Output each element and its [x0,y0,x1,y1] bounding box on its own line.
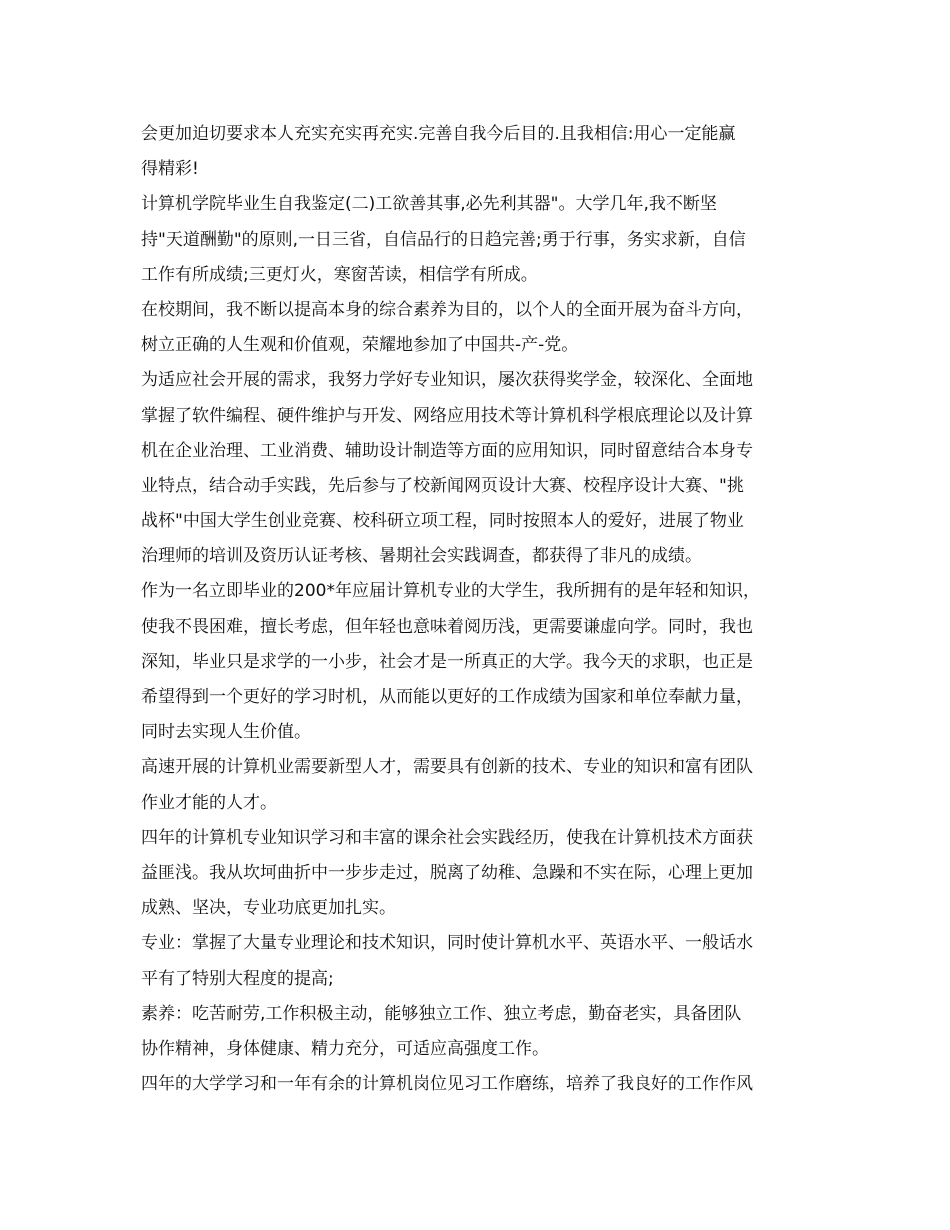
text-line: 会更加迫切要求本人充实充实再充实.完善自我今后目的.且我相信:用心一定能赢 [141,124,736,144]
document-body [141,117,831,1102]
text-line: 工作有所成绩;三更灯火，寒窗苦读，相信学有所成。 [141,264,538,285]
text-line: 希望得到一个更好的学习时机，从而能以更好的工作成绩为国家和单位奉献力量， [141,687,753,707]
text-line: 作业才能的人才。 [141,792,277,813]
text-line: 益匪浅。我从坎坷曲折中一步步走过，脱离了幼稚、急躁和不实在际，心理上更加 [141,862,753,883]
text-line: 为适应社会开展的需求，我努力学好专业知识，屡次获得奖学金，较深化、全面地 [141,370,753,391]
text-line: 同时去实现人生价值。 [141,722,311,743]
text-line: 作为一名立即毕业的200*年应届计算机专业的大学生，我所拥有的是年轻和知识， [141,581,760,602]
text-line: 业特点，结合动手实践，先后参与了校新闻网页设计大赛、校程序设计大赛、"挑 [141,475,744,496]
text-line: 平有了特别大程度的提高; [141,968,334,989]
text-line: 协作精神，身体健康、精力充分，可适应高强度工作。 [141,1038,549,1059]
text-line: 高速开展的计算机业需要新型人才，需要具有创新的技术、专业的知识和富有团队 [141,757,753,778]
text-line: 机在企业治理、工业消费、辅助设计制造等方面的应用知识，同时留意结合本身专 [141,440,753,461]
text-line: 素养：吃苦耐劳,工作积极主动，能够独立工作、独立考虑，勤奋老实，具备团队 [141,1003,742,1024]
text-line: 得精彩! [141,159,199,180]
text-line: 专业：掌握了大量专业理论和技术知识，同时使计算机水平、英语水平、一般话水 [141,933,753,954]
text-line: 掌握了软件编程、硬件维护与开发、网络应用技术等计算机科学根底理论以及计算 [141,405,753,426]
text-line: 树立正确的人生观和价值观，荣耀地参加了中国共-产-党。 [141,335,579,356]
text-line: 成熟、坚决，专业功底更加扎实。 [141,898,396,919]
text-line: 持"天道酬勤"的原则,一日三省，自信品行的日趋完善;勇于行事，务实求新，自信 [141,229,746,250]
text-line: 使我不畏困难，擅长考虑，但年轻也意味着阅历浅，更需要谦虚向学。同时，我也 [141,616,753,637]
text-line: 四年的大学学习和一年有余的计算机岗位见习工作磨练，培养了我良好的工作作风 [141,1074,753,1095]
text-line: 战杯"中国大学生创业竞赛、校科研立项工程，同时按照本人的爱好，进展了物业 [141,511,744,532]
text-line: 治理师的培训及资历认证考核、暑期社会实践调查，都获得了非凡的成绩。 [141,546,702,567]
text-line: 计算机学院毕业生自我鉴定(二)工欲善其事,必先利其器"。大学几年,我不断坚 [141,194,717,215]
text-line: 深知，毕业只是求学的一小步，社会才是一所真正的大学。我今天的求职，也正是 [141,651,753,672]
text-line: 四年的计算机专业知识学习和丰富的课余社会实践经历，使我在计算机技术方面获 [141,827,753,848]
text-line: 在校期间，我不断以提高本身的综合素养为目的，以个人的全面开展为奋斗方向， [141,299,753,320]
